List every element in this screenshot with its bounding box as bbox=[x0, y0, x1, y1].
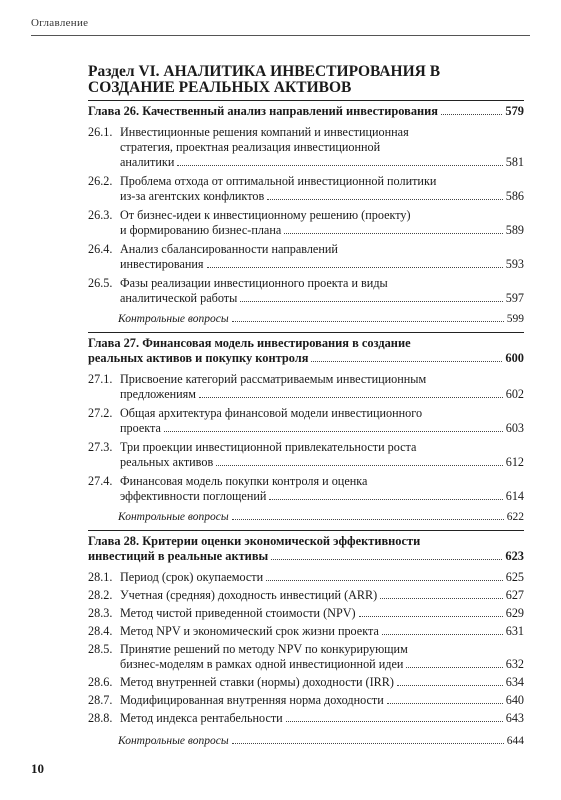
entry-title-line: Проблема отхода от оптимальной инвестиционной политики bbox=[120, 174, 437, 188]
page-ref: 593 bbox=[505, 257, 524, 271]
entry-title-line: Модифицированная внутренняя норма доходности bbox=[120, 693, 384, 707]
leader-dots bbox=[164, 431, 503, 432]
header-rule bbox=[31, 35, 530, 36]
control-questions[interactable] bbox=[88, 312, 524, 327]
entry-title-line: Общая архитектура финансовой модели инвестиционного bbox=[120, 406, 423, 420]
entry-title-line: стратегия, проектная реализация инвестиционной bbox=[120, 140, 381, 154]
toc-entry[interactable] bbox=[88, 642, 524, 672]
entry-title-line: Три проекции инвестиционной привлекательности роста bbox=[120, 440, 417, 454]
entry-title-line: из-за агентских конфликтов bbox=[120, 189, 265, 203]
entry-title-line: эффективности поглощений bbox=[120, 489, 267, 503]
page-ref: 625 bbox=[505, 570, 524, 584]
toc-entry[interactable] bbox=[88, 372, 524, 402]
page-ref: 632 bbox=[505, 657, 524, 671]
page-ref: 623 bbox=[505, 549, 524, 563]
leader-dots bbox=[406, 667, 502, 668]
entry-title-line: предложениям bbox=[120, 387, 196, 401]
leader-dots bbox=[269, 499, 502, 500]
chapter-heading[interactable] bbox=[88, 336, 524, 366]
entry-number: 28.8. bbox=[88, 711, 113, 725]
leader-dots bbox=[216, 465, 503, 466]
entry-title-line: бизнес-моделям в рамках одной инвестиционной идеи bbox=[120, 657, 404, 671]
chapter-title: реальных активов и покупку контроля bbox=[88, 351, 309, 365]
page-ref: 579 bbox=[505, 104, 524, 118]
toc-entry[interactable] bbox=[88, 208, 524, 238]
leader-dots bbox=[199, 397, 503, 398]
entry-number: 26.1. bbox=[88, 125, 113, 139]
leader-dots bbox=[232, 519, 504, 520]
page-ref: 597 bbox=[505, 291, 524, 305]
leader-dots bbox=[232, 743, 504, 744]
chapter-title: Глава 27. Финансовая модель инвестирования в создание bbox=[88, 336, 411, 350]
entry-number: 27.3. bbox=[88, 440, 113, 454]
chapter-heading[interactable] bbox=[88, 534, 524, 564]
entry-number: 27.2. bbox=[88, 406, 113, 420]
control-questions[interactable] bbox=[88, 510, 524, 525]
page-ref: 629 bbox=[505, 606, 524, 620]
entry-number: 28.6. bbox=[88, 675, 113, 689]
page-ref: 599 bbox=[506, 313, 524, 325]
page-ref: 600 bbox=[505, 351, 524, 365]
leader-dots bbox=[387, 703, 503, 704]
page-ref: 644 bbox=[506, 735, 524, 747]
leader-dots bbox=[240, 301, 502, 302]
leader-dots bbox=[397, 685, 503, 686]
entry-title-line: Учетная (средняя) доходность инвестиций (ARR) bbox=[120, 588, 378, 602]
control-questions-label: Контрольные вопросы bbox=[118, 313, 229, 325]
page-ref: 589 bbox=[505, 223, 524, 237]
leader-dots bbox=[359, 616, 503, 617]
entry-title-line: проекта bbox=[120, 421, 161, 435]
chapter-title: инвестиций в реальные активы bbox=[88, 549, 269, 563]
section-title: Раздел VI. АНАЛИТИКА ИНВЕСТИРОВАНИЯ В СОЗДАНИЕ РЕАЛЬНЫХ АКТИВОВ bbox=[88, 63, 441, 96]
page-ref: 581 bbox=[505, 155, 524, 169]
toc-entry[interactable] bbox=[88, 570, 524, 585]
control-questions[interactable] bbox=[88, 734, 524, 749]
leader-dots bbox=[177, 165, 502, 166]
entry-number: 26.4. bbox=[88, 242, 113, 256]
toc-entry[interactable] bbox=[88, 440, 524, 470]
entry-title-line: Финансовая модель покупки контроля и оценка bbox=[120, 474, 368, 488]
chapter-block-26 bbox=[88, 104, 524, 327]
page-ref: 614 bbox=[505, 489, 524, 503]
toc-entry[interactable] bbox=[88, 588, 524, 603]
entry-number: 26.3. bbox=[88, 208, 113, 222]
page-ref: 634 bbox=[505, 675, 524, 689]
leader-dots bbox=[267, 199, 503, 200]
entry-title-line: Фазы реализации инвестиционного проекта и виды bbox=[120, 276, 388, 290]
chapter-block-28 bbox=[88, 534, 524, 749]
page-ref: 603 bbox=[505, 421, 524, 435]
entry-number: 28.3. bbox=[88, 606, 113, 620]
chapter-title: Глава 26. Качественный анализ направлений инвестирования bbox=[88, 104, 439, 118]
entry-title-line: Инвестиционные решения компаний и инвестиционная bbox=[120, 125, 409, 139]
entry-number: 27.1. bbox=[88, 372, 113, 386]
entry-title-line: Метод чистой приведенной стоимости (NPV) bbox=[120, 606, 356, 620]
chapter-block-27 bbox=[88, 336, 524, 525]
toc-entry[interactable] bbox=[88, 276, 524, 306]
chapter-title: Глава 28. Критерии оценки экономической эффективности bbox=[88, 534, 421, 548]
entry-title-line: реальных активов bbox=[120, 455, 214, 469]
toc-entry[interactable] bbox=[88, 624, 524, 639]
entry-title-line: и формированию бизнес-плана bbox=[120, 223, 282, 237]
entry-number: 28.7. bbox=[88, 693, 113, 707]
chapter-rule bbox=[88, 332, 524, 333]
chapter-heading[interactable] bbox=[88, 104, 524, 119]
entry-number: 28.1. bbox=[88, 570, 113, 584]
page-ref: 586 bbox=[505, 189, 524, 203]
entry-number: 28.4. bbox=[88, 624, 113, 638]
entry-title-line: Метод внутренней ставки (нормы) доходности (IRR) bbox=[120, 675, 394, 689]
page-ref: 631 bbox=[505, 624, 524, 638]
leader-dots bbox=[380, 598, 502, 599]
leader-dots bbox=[266, 580, 503, 581]
page-ref: 602 bbox=[505, 387, 524, 401]
entry-title-line: От бизнес-идеи к инвестиционному решению (проекту) bbox=[120, 208, 411, 222]
entry-title-line: Анализ сбалансированности направлений bbox=[120, 242, 338, 256]
entry-title-line: аналитической работы bbox=[120, 291, 238, 305]
entry-title-line: Принятие решений по методу NPV по конкурирующим bbox=[120, 642, 408, 656]
leader-dots bbox=[232, 321, 504, 322]
leader-dots bbox=[286, 721, 503, 722]
control-questions-label: Контрольные вопросы bbox=[118, 511, 229, 523]
leader-dots bbox=[382, 634, 503, 635]
entry-number: 28.5. bbox=[88, 642, 113, 656]
toc-entry[interactable] bbox=[88, 242, 524, 272]
page-ref: 612 bbox=[505, 455, 524, 469]
entry-title-line: Метод индекса рентабельности bbox=[120, 711, 283, 725]
toc-entry[interactable] bbox=[88, 406, 524, 436]
entry-title-line: аналитики bbox=[120, 155, 175, 169]
page-ref: 643 bbox=[505, 711, 524, 725]
entry-number: 26.2. bbox=[88, 174, 113, 188]
entry-number: 28.2. bbox=[88, 588, 113, 602]
page-ref: 627 bbox=[505, 588, 524, 602]
entry-title-line: Период (срок) окупаемости bbox=[120, 570, 264, 584]
toc-entry[interactable] bbox=[88, 125, 524, 170]
leader-dots bbox=[271, 559, 502, 560]
toc-entry[interactable] bbox=[88, 174, 524, 204]
entry-number: 27.4. bbox=[88, 474, 113, 488]
leader-dots bbox=[207, 267, 503, 268]
chapter-rule bbox=[88, 530, 524, 531]
page-ref: 640 bbox=[505, 693, 524, 707]
leader-dots bbox=[284, 233, 502, 234]
toc-entry[interactable] bbox=[88, 606, 524, 621]
toc-entry[interactable] bbox=[88, 474, 524, 504]
toc-entry[interactable] bbox=[88, 711, 524, 726]
entry-title-line: Присвоение категорий рассматриваемым инвестиционным bbox=[120, 372, 427, 386]
entry-number: 26.5. bbox=[88, 276, 113, 290]
toc-entry[interactable] bbox=[88, 675, 524, 690]
running-head: Оглавление bbox=[31, 17, 89, 29]
toc-entry[interactable] bbox=[88, 693, 524, 708]
entry-title-line: инвестирования bbox=[120, 257, 204, 271]
page-number: 10 bbox=[31, 761, 44, 776]
leader-dots bbox=[311, 361, 502, 362]
page-ref: 622 bbox=[506, 511, 524, 523]
control-questions-label: Контрольные вопросы bbox=[118, 735, 229, 747]
leader-dots bbox=[441, 114, 502, 115]
entry-title-line: Метод NPV и экономический срок жизни проекта bbox=[120, 624, 379, 638]
section-rule bbox=[88, 100, 524, 101]
